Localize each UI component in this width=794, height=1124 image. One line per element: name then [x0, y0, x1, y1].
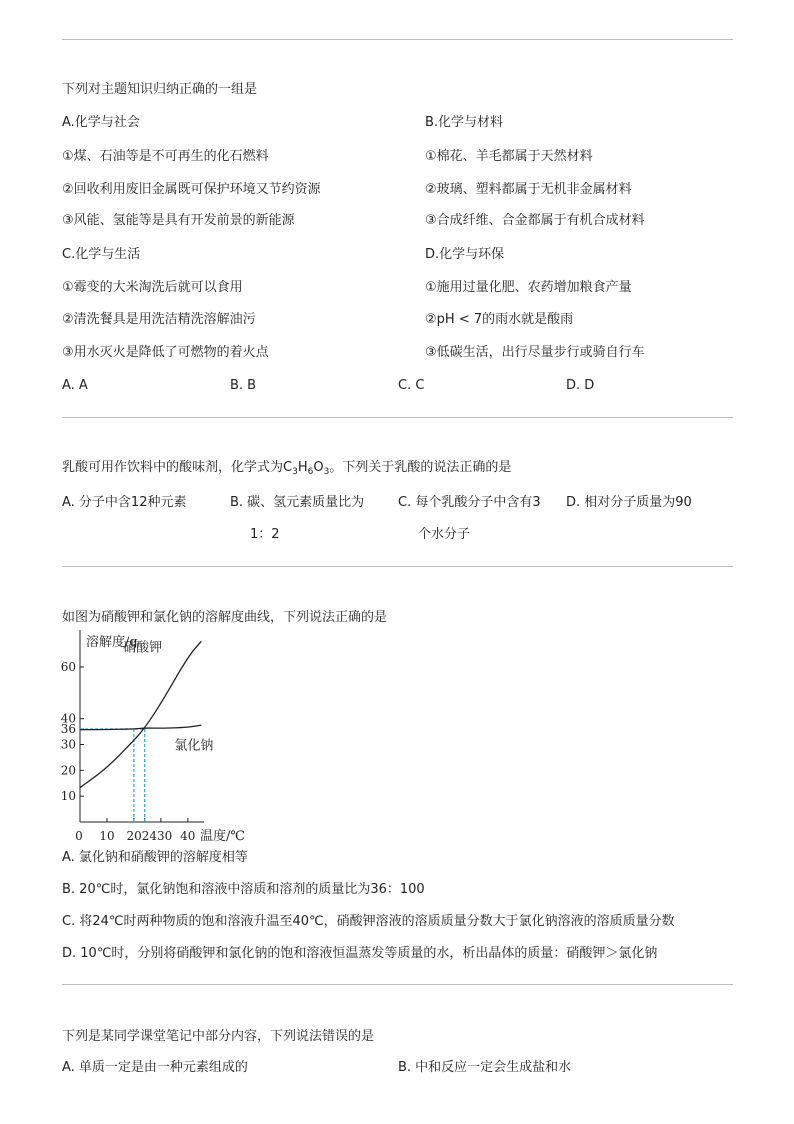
q1-c-item-3: ③用水灭火是降低了可燃物的着火点: [62, 345, 269, 360]
y-tick-label-10: 10: [60, 789, 76, 804]
y-tick-label-20: 20: [60, 763, 76, 778]
y-axis-label: 溶解度/g: [86, 635, 138, 650]
q1-group-b-title: B.化学与材料: [425, 115, 504, 130]
y-tick-label-30: 30: [60, 737, 76, 752]
q2-option-d[interactable]: D. 相对分子质量为90: [566, 495, 692, 510]
series-line-kno3: [80, 641, 201, 787]
q2-stem-suffix: 。下列关于乳酸的说法正确的是: [329, 460, 512, 475]
y-tick-label-36: 36: [60, 722, 76, 736]
q1-b-item-2: ②玻璃、塑料都属于无机非金属材料: [425, 182, 632, 197]
divider-3: [62, 984, 733, 985]
q2-option-c-line1[interactable]: C. 每个乳酸分子中含有3: [398, 495, 541, 510]
y-tick-label-60: 60: [60, 660, 76, 674]
q1-a-item-1: ①煤、石油等是不可再生的化石燃料: [62, 149, 269, 164]
q3-option-d[interactable]: D. 10℃时，分别将硝酸钾和氯化钠的饱和溶液恒温蒸发等质量的水，析出晶体的质量：硝酸钾＞氯化钠: [62, 946, 658, 961]
q1-stem: 下列对主题知识归纳正确的一组是: [62, 82, 258, 97]
q4-option-a[interactable]: A. 单质一定是由一种元素组成的: [62, 1060, 248, 1075]
q1-c-item-2: ②清洗餐具是用洗洁精洗溶解油污: [62, 312, 256, 327]
series-label-kno3: 硝酸钾: [123, 640, 163, 656]
q1-group-c-title: C.化学与生活: [62, 247, 141, 262]
q1-group-a-title: A.化学与社会: [62, 115, 140, 130]
q2-stem: [62, 459, 511, 477]
x-tick-label-0: 0: [75, 829, 83, 843]
q1-group-d-title: D.化学与环保: [425, 247, 505, 262]
y-tick-label-40: 40: [60, 711, 76, 726]
q4-option-b[interactable]: B. 中和反应一定会生成盐和水: [398, 1060, 572, 1075]
q1-d-item-3: ③低碳生活，出行尽量步行或骑自行车: [425, 345, 645, 360]
q1-a-item-2: ②回收利用废旧金属既可保护环境又节约资源: [62, 182, 321, 197]
x-tick-label-20-24-30: 202430: [126, 829, 173, 843]
q3-option-b[interactable]: B. 20℃时，氯化钠饱和溶液中溶质和溶剂的质量比为36：100: [62, 882, 425, 897]
q4-stem: 下列是某同学课堂笔记中部分内容，下列说法错误的是: [62, 1029, 375, 1044]
q1-b-item-3: ③合成纤维、合金都属于有机合成材料: [425, 213, 645, 228]
series-label-nacl: 氯化钠: [174, 738, 214, 754]
q1-b-item-1: ①棉花、羊毛都属于天然材料: [425, 149, 593, 164]
divider-1: [62, 417, 733, 418]
q2-formula: $C_3H_6O_3$: [283, 460, 330, 477]
top-divider: [62, 39, 733, 40]
q1-c-item-1: ①霉变的大米淘洗后就可以食用: [62, 280, 243, 295]
q1-option-b[interactable]: B. B: [230, 378, 257, 393]
q2-option-b-line1[interactable]: B. 碳、氢元素质量比为: [230, 495, 365, 510]
q2-option-b-line2[interactable]: 1：2: [250, 527, 280, 542]
q1-a-item-3: ③风能、氢能等是具有开发前景的新能源: [62, 213, 295, 228]
q3-option-c[interactable]: C. 将24℃时两种物质的饱和溶液升温至40℃，硝酸钾溶液的溶质质量分数大于氯化钠溶液的溶质质量分数: [62, 914, 675, 929]
x-tick-label-10: 10: [99, 829, 115, 843]
solubility-chart: [58, 628, 258, 846]
q2-option-c-line2[interactable]: 个水分子: [418, 527, 471, 542]
q3-stem: 如图为硝酸钾和氯化钠的溶解度曲线，下列说法正确的是: [62, 610, 388, 625]
x-axis-label: 温度/℃: [200, 829, 245, 844]
q2-stem-prefix: 乳酸可用作饮料中的酸味剂，化学式为: [62, 460, 284, 475]
q1-option-a[interactable]: A. A: [62, 378, 88, 393]
x-tick-label-40: 40: [180, 829, 196, 843]
q1-option-d[interactable]: D. D: [566, 378, 595, 393]
q3-option-a[interactable]: A. 氯化钠和硝酸钾的溶解度相等: [62, 850, 248, 865]
q1-option-c[interactable]: C. C: [398, 378, 425, 393]
divider-2: [62, 566, 733, 567]
q1-d-item-2: ②pH < 7的雨水就是酸雨: [425, 312, 574, 327]
q2-option-a[interactable]: A. 分子中含12种元素: [62, 495, 187, 510]
q1-d-item-1: ①施用过量化肥、农药增加粮食产量: [425, 280, 632, 295]
